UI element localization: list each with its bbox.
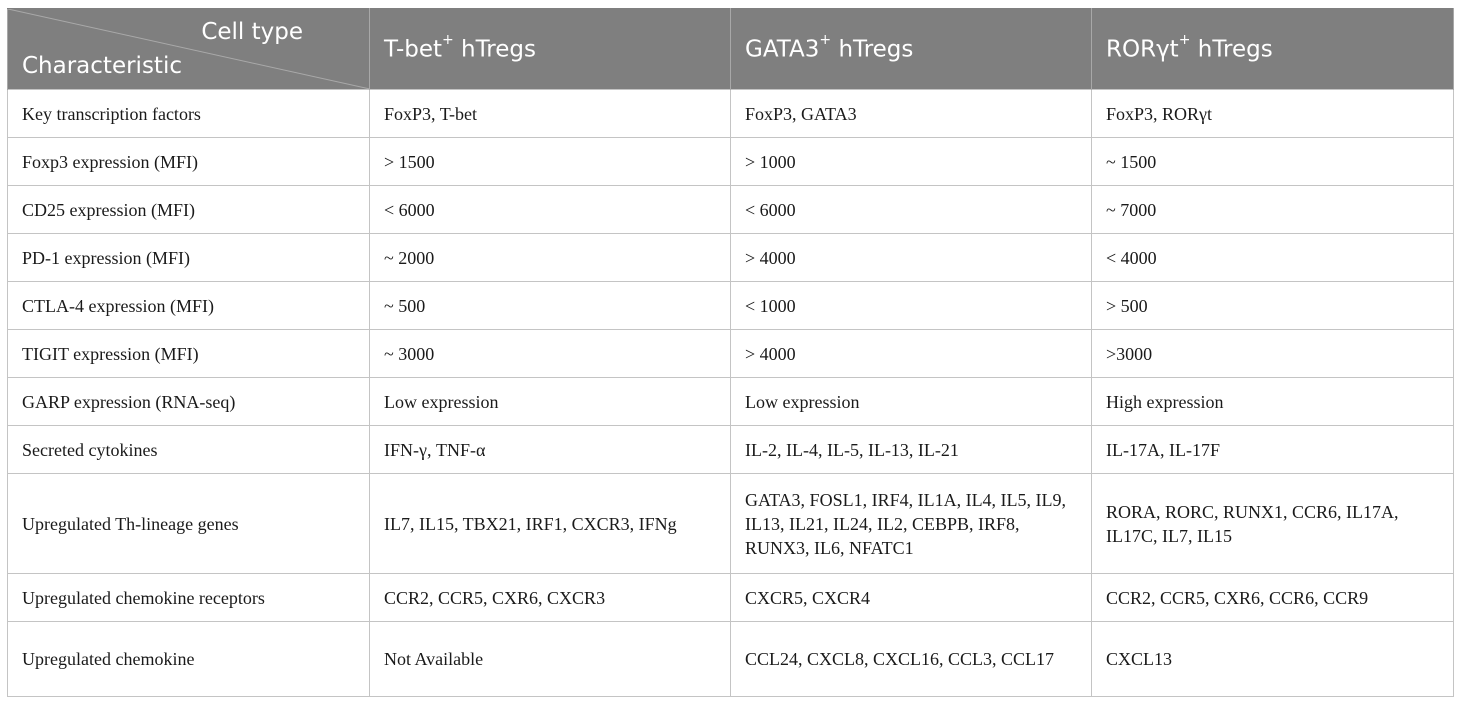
table-row	[8, 138, 1454, 186]
row-label: CD25 expression (MFI)	[8, 186, 370, 234]
row-label: GARP expression (RNA-seq)	[8, 378, 370, 426]
table-cell: CCR2, CCR5, CXR6, CXCR3	[370, 574, 731, 622]
column-header-tbet	[370, 9, 731, 90]
table-cell: < 1000	[731, 282, 1092, 330]
table-row	[8, 474, 1454, 574]
table-cell: IFN-γ, TNF-α	[370, 426, 731, 474]
table-cell: FoxP3, T-bet	[370, 90, 731, 138]
table-cell: RORA, RORC, RUNX1, CCR6, IL17A, IL17C, IL7, IL15	[1092, 474, 1454, 574]
table-cell: < 6000	[731, 186, 1092, 234]
column-header-tbet-tail: hTregs	[453, 36, 536, 63]
table-cell: ~ 500	[370, 282, 731, 330]
table-cell: High expression	[1092, 378, 1454, 426]
row-label: Upregulated Th-lineage genes	[8, 474, 370, 574]
table-cell: > 4000	[731, 330, 1092, 378]
column-header-tbet-name: T-bet	[384, 36, 443, 63]
table-cell: < 6000	[370, 186, 731, 234]
table-cell: CCL24, CXCL8, CXCL16, CCL3, CCL17	[731, 622, 1092, 697]
row-label: Secreted cytokines	[8, 426, 370, 474]
table-row	[8, 90, 1454, 138]
row-label: Upregulated chemokine	[8, 622, 370, 697]
table-row	[8, 186, 1454, 234]
column-header-gata3-name: GATA3	[745, 36, 820, 63]
table-cell: IL-17A, IL-17F	[1092, 426, 1454, 474]
table-cell: > 500	[1092, 282, 1454, 330]
table-cell: FoxP3, GATA3	[731, 90, 1092, 138]
table-cell: CXCR5, CXCR4	[731, 574, 1092, 622]
column-header-tbet-sup: +	[442, 31, 454, 48]
column-header-gata3-sup: +	[819, 31, 832, 48]
row-label: Foxp3 expression (MFI)	[8, 138, 370, 186]
column-header-rorgt-tail: hTregs	[1190, 36, 1273, 63]
characteristics-table	[7, 8, 1454, 697]
column-header-rorgt	[1092, 9, 1454, 90]
table-cell: >3000	[1092, 330, 1454, 378]
column-header-rorgt-name: RORγt	[1106, 36, 1179, 63]
table-cell: IL7, IL15, TBX21, IRF1, CXCR3, IFNg	[370, 474, 731, 574]
table-cell: CCR2, CCR5, CXR6, CCR6, CCR9	[1092, 574, 1454, 622]
table-row	[8, 330, 1454, 378]
table-container	[7, 8, 1453, 697]
table-cell: FoxP3, RORγt	[1092, 90, 1454, 138]
table-cell: > 1000	[731, 138, 1092, 186]
table-cell: Not Available	[370, 622, 731, 697]
row-label: TIGIT expression (MFI)	[8, 330, 370, 378]
table-cell: > 4000	[731, 234, 1092, 282]
table-row	[8, 426, 1454, 474]
table-cell: ~ 1500	[1092, 138, 1454, 186]
table-row	[8, 574, 1454, 622]
corner-header	[8, 9, 370, 90]
table-cell: < 4000	[1092, 234, 1454, 282]
table-cell: CXCL13	[1092, 622, 1454, 697]
table-row	[8, 378, 1454, 426]
table-cell: ~ 7000	[1092, 186, 1454, 234]
table-cell: > 1500	[370, 138, 731, 186]
row-label: CTLA-4 expression (MFI)	[8, 282, 370, 330]
table-cell: Low expression	[370, 378, 731, 426]
column-header-gata3	[731, 9, 1092, 90]
table-cell: ~ 3000	[370, 330, 731, 378]
table-cell: GATA3, FOSL1, IRF4, IL1A, IL4, IL5, IL9, IL13, IL21, IL24, IL2, CEBPB, IRF8, RUNX3, IL6, NFATC1	[731, 474, 1092, 574]
table-row	[8, 234, 1454, 282]
table-cell: IL-2, IL-4, IL-5, IL-13, IL-21	[731, 426, 1092, 474]
table-cell: ~ 2000	[370, 234, 731, 282]
table-cell: Low expression	[731, 378, 1092, 426]
column-header-gata3-tail: hTregs	[831, 36, 914, 63]
column-header-rorgt-sup: +	[1178, 31, 1191, 48]
table-row	[8, 282, 1454, 330]
row-label: Key transcription factors	[8, 90, 370, 138]
table-row	[8, 622, 1454, 697]
corner-header-characteristic: Characteristic	[22, 53, 182, 79]
header-row	[8, 9, 1454, 90]
row-label: PD-1 expression (MFI)	[8, 234, 370, 282]
row-label: Upregulated chemokine receptors	[8, 574, 370, 622]
corner-header-cell-type: Cell type	[201, 19, 303, 45]
